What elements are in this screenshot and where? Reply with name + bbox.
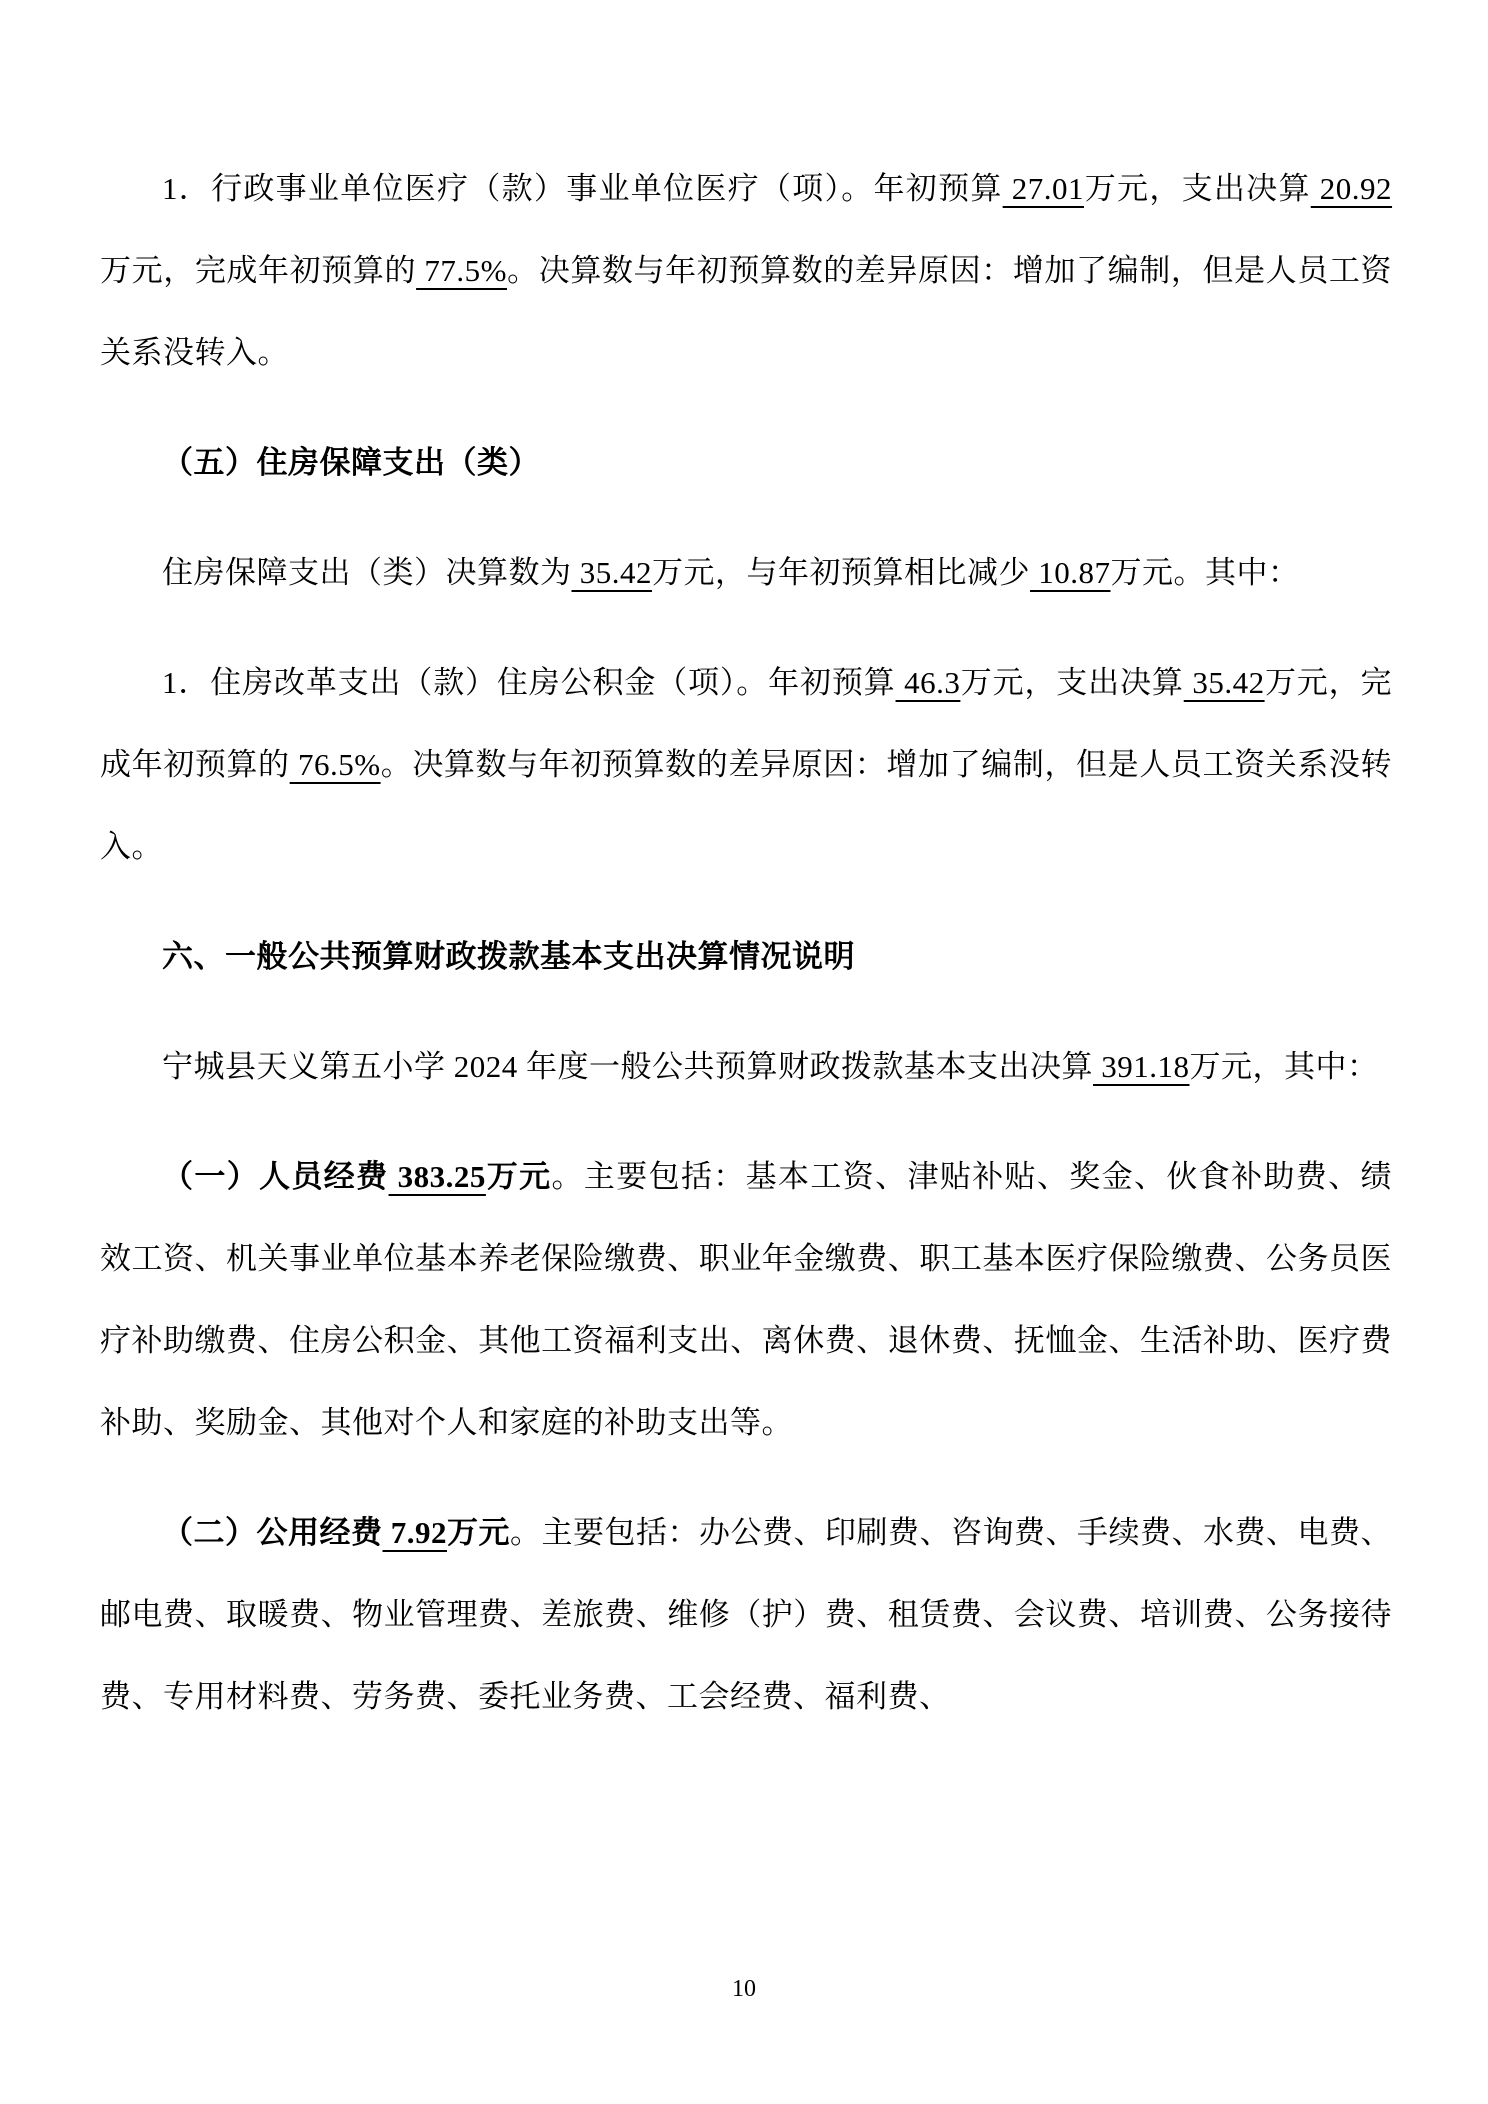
underlined-value: 391.18 [1093, 1049, 1190, 1084]
text-segment: 1．住房改革支出（款）住房公积金（项）。年初预算 [162, 665, 896, 700]
paragraph [100, 532, 1392, 614]
paragraph [100, 1026, 1392, 1108]
underlined-value: 383.25 [388, 1159, 486, 1194]
paragraph [100, 1136, 1392, 1464]
underlined-value: 35.42 [571, 555, 652, 590]
text-segment: 万元，支出决算 [960, 665, 1184, 700]
paragraph [100, 1492, 1392, 1738]
document-body [100, 148, 1392, 1766]
underlined-value: 27.01 [1002, 171, 1084, 206]
text-segment: 。决算数与年初预算数的差异原因：增加了编制，但是人员工资关系没转入。 [100, 747, 1393, 864]
text-segment: 万元，支出决算 [1083, 171, 1311, 206]
text-segment: 。主要包括：办公费、印刷费、咨询费、手续费、水费、电费、邮电费、取暖费、物业管理费、差旅费、维修（护）费、租赁费、会议费、培训费、公务接待费、专用材料费、劳务费、委托业务费、工会经费、福利费、 [100, 1515, 1392, 1714]
underlined-value: 77.5% [416, 253, 508, 288]
text-segment: 万元，与年初预算相比减少 [652, 555, 1030, 590]
text-segment: （二）公用经费 [162, 1515, 383, 1550]
underlined-value: 76.5% [289, 747, 381, 782]
text-segment: 万元。其中： [1110, 555, 1300, 590]
section-heading [100, 916, 1392, 998]
text-segment: 万元，完成年初预算的 [100, 665, 1393, 782]
underlined-value: 46.3 [895, 665, 961, 700]
text-segment: 宁城县天义第五小学 2024 年度一般公共预算财政拨款基本支出决算 [162, 1049, 1093, 1084]
text-segment: 万元 [447, 1515, 510, 1550]
underlined-value: 20.92 [1310, 171, 1393, 206]
page-number: 10 [732, 1976, 756, 2002]
section-heading [100, 422, 1392, 504]
text-segment: 六、一般公共预算财政拨款基本支出决算情况说明 [162, 939, 855, 974]
text-segment: 住房保障支出（类）决算数为 [162, 555, 572, 590]
paragraph [100, 642, 1392, 888]
text-segment: 万元 [485, 1159, 552, 1194]
text-segment: （一）人员经费 [162, 1159, 389, 1194]
underlined-value: 35.42 [1183, 665, 1265, 700]
text-segment: 。决算数与年初预算数的差异原因：增加了编制，但是人员工资关系没转入。 [100, 253, 1393, 370]
text-segment: （五）住房保障支出（类） [162, 445, 540, 480]
text-segment: 万元，其中： [1189, 1049, 1379, 1084]
paragraph [100, 148, 1392, 394]
underlined-value: 10.87 [1030, 555, 1111, 590]
text-segment: 。主要包括：基本工资、津贴补贴、奖金、伙食补助费、绩效工资、机关事业单位基本养老保险缴费、职业年金缴费、职工基本医疗保险缴费、公务员医疗补助缴费、住房公积金、其他工资福利支出、离休费、退休费、抚恤金、生活补助、医疗费补助、奖励金、其他对个人和家庭的补助支出等。 [100, 1159, 1393, 1440]
text-segment: 1．行政事业单位医疗（款）事业单位医疗（项）。年初预算 [162, 171, 1003, 206]
underlined-value: 7.92 [382, 1515, 447, 1550]
text-segment: 万元，完成年初预算的 [100, 253, 417, 288]
